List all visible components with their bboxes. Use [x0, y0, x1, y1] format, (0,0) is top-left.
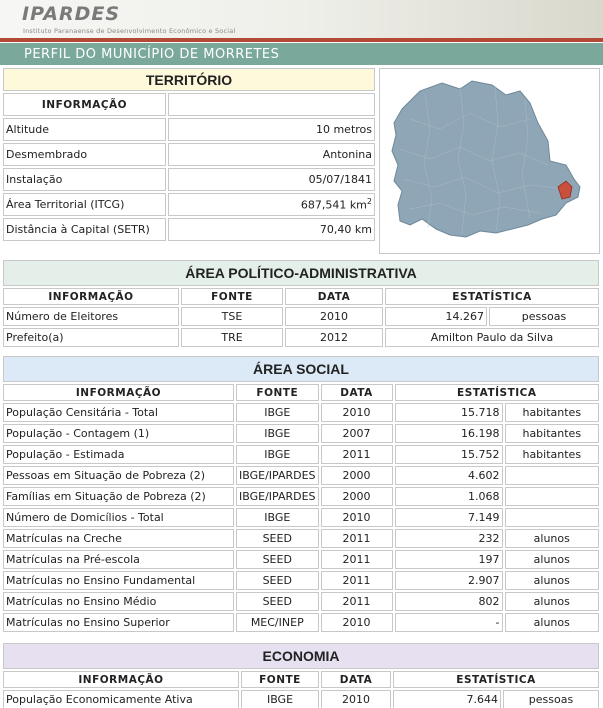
row-data: 2007: [321, 424, 393, 443]
row-info: População Censitária - Total: [3, 403, 234, 422]
row-label: Área Territorial (ITCG): [3, 193, 166, 216]
row-info: População Economicamente Ativa: [3, 690, 239, 708]
row-valor: 802: [395, 592, 503, 611]
row-valor: 15.718: [395, 403, 503, 422]
row-unidade: pessoas: [489, 307, 599, 326]
table-row: [3, 143, 375, 166]
table-row: [3, 466, 599, 485]
row-fonte: SEED: [236, 592, 319, 611]
row-unidade: habitantes: [505, 445, 599, 464]
row-fonte: TRE: [181, 328, 283, 347]
row-data: 2000: [321, 487, 393, 506]
row-value: 10 metros: [168, 118, 375, 141]
table-row: [3, 508, 599, 527]
parana-map-icon[interactable]: [379, 68, 600, 254]
row-unidade: habitantes: [505, 403, 599, 422]
row-info: Pessoas em Situação de Pobreza (2): [3, 466, 234, 485]
table-row: [3, 550, 599, 569]
row-fonte: TSE: [181, 307, 283, 326]
col-data: DATA: [321, 671, 391, 688]
row-value: 687,541 km: [300, 198, 367, 212]
row-valor: 2.907: [395, 571, 503, 590]
row-info: População - Contagem (1): [3, 424, 234, 443]
row-unidade: alunos: [505, 613, 599, 632]
row-fonte: IBGE: [236, 424, 319, 443]
row-data: 2012: [285, 328, 383, 347]
row-unidade: [505, 487, 599, 506]
economia-section: [1, 641, 601, 708]
col-fonte: FONTE: [236, 384, 319, 401]
row-info: Matrículas no Ensino Superior: [3, 613, 234, 632]
page-title-bar: [0, 43, 603, 65]
row-label: Desmembrado: [3, 143, 166, 166]
row-data: 2010: [321, 403, 393, 422]
row-valor: 16.198: [395, 424, 503, 443]
row-unidade: alunos: [505, 529, 599, 548]
col-informacao: INFORMAÇÃO: [3, 288, 179, 305]
row-unidade: [505, 466, 599, 485]
row-fonte: IBGE/IPARDES: [236, 487, 319, 506]
col-informacao: INFORMAÇÃO: [3, 671, 239, 688]
row-fonte: IBGE: [236, 508, 319, 527]
table-row: [3, 168, 375, 191]
table-row: [3, 218, 375, 241]
row-label: Distância à Capital (SETR): [3, 218, 166, 241]
row-data: 2011: [321, 529, 393, 548]
row-value: 70,40 km: [168, 218, 375, 241]
row-valor: Amilton Paulo da Silva: [385, 328, 599, 347]
row-valor: 232: [395, 529, 503, 548]
row-valor: 4.602: [395, 466, 503, 485]
row-valor: 197: [395, 550, 503, 569]
col-informacao: INFORMAÇÃO: [3, 384, 234, 401]
row-data: 2011: [321, 571, 393, 590]
territorio-title: TERRITÓRIO: [3, 68, 375, 91]
row-label: Altitude: [3, 118, 166, 141]
row-info: Prefeito(a): [3, 328, 179, 347]
row-info: Matrículas na Pré-escola: [3, 550, 234, 569]
row-value: Antonina: [168, 143, 375, 166]
row-data: 2011: [321, 592, 393, 611]
row-valor: 1.068: [395, 487, 503, 506]
table-row: [3, 529, 599, 548]
col-estatistica: ESTATÍSTICA: [385, 288, 599, 305]
row-data: 2010: [285, 307, 383, 326]
row-unidade: alunos: [505, 550, 599, 569]
table-row: [3, 403, 599, 422]
col-informacao: INFORMAÇÃO: [3, 93, 166, 116]
row-info: População - Estimada: [3, 445, 234, 464]
table-row: [3, 613, 599, 632]
row-fonte: IBGE/IPARDES: [236, 466, 319, 485]
superscript: 2: [366, 197, 372, 207]
table-row: [3, 445, 599, 464]
row-value: 05/07/1841: [168, 168, 375, 191]
row-info: Número de Eleitores: [3, 307, 179, 326]
row-data: 2011: [321, 445, 393, 464]
row-unidade: [505, 508, 599, 527]
social-title: ÁREA SOCIAL: [3, 356, 599, 382]
site-header: [0, 0, 603, 38]
row-fonte: SEED: [236, 571, 319, 590]
page-title: PERFIL DO MUNICÍPIO DE MORRETES: [24, 47, 280, 62]
row-info: Famílias em Situação de Pobreza (2): [3, 487, 234, 506]
row-fonte: SEED: [236, 529, 319, 548]
table-row: [3, 487, 599, 506]
header-divider: [0, 38, 603, 42]
col-data: DATA: [321, 384, 393, 401]
politico-title: ÁREA POLÍTICO-ADMINISTRATIVA: [3, 260, 599, 286]
row-valor: 7.149: [395, 508, 503, 527]
row-info: Número de Domicílios - Total: [3, 508, 234, 527]
row-data: 2000: [321, 466, 393, 485]
col-estatistica: ESTATÍSTICA: [393, 671, 599, 688]
row-valor: 7.644: [393, 690, 501, 708]
politico-section: [1, 258, 601, 349]
table-row: [3, 690, 599, 708]
table-row: [3, 118, 375, 141]
row-data: 2010: [321, 613, 393, 632]
row-valor: 14.267: [385, 307, 487, 326]
row-unidade: habitantes: [505, 424, 599, 443]
row-data: 2010: [321, 508, 393, 527]
territorio-section: [1, 66, 602, 256]
row-fonte: IBGE: [236, 403, 319, 422]
row-label: Instalação: [3, 168, 166, 191]
logo-subtitle: Instituto Paranaense de Desenvolvimento Econômico e Social: [23, 27, 236, 35]
row-fonte: IBGE: [236, 445, 319, 464]
economia-title: ECONOMIA: [3, 643, 599, 669]
table-row: [3, 424, 599, 443]
table-row: [3, 193, 375, 216]
row-data: 2010: [321, 690, 391, 708]
row-fonte: SEED: [236, 550, 319, 569]
row-info: Matrículas na Creche: [3, 529, 234, 548]
row-data: 2011: [321, 550, 393, 569]
table-row: [3, 307, 599, 326]
row-info: Matrículas no Ensino Médio: [3, 592, 234, 611]
col-estatistica: ESTATÍSTICA: [395, 384, 599, 401]
table-row: [3, 328, 599, 347]
table-row: [3, 592, 599, 611]
row-valor: 15.752: [395, 445, 503, 464]
ipardes-logo[interactable]: IPARDES: [22, 3, 121, 25]
table-row: [3, 571, 599, 590]
social-section: [1, 354, 601, 634]
row-unidade: pessoas: [503, 690, 599, 708]
row-info: Matrículas no Ensino Fundamental: [3, 571, 234, 590]
row-unidade: alunos: [505, 592, 599, 611]
col-fonte: FONTE: [181, 288, 283, 305]
row-unidade: alunos: [505, 571, 599, 590]
row-valor: -: [395, 613, 503, 632]
col-data: DATA: [285, 288, 383, 305]
col-fonte: FONTE: [241, 671, 319, 688]
row-fonte: IBGE: [241, 690, 319, 708]
row-fonte: MEC/INEP: [236, 613, 319, 632]
